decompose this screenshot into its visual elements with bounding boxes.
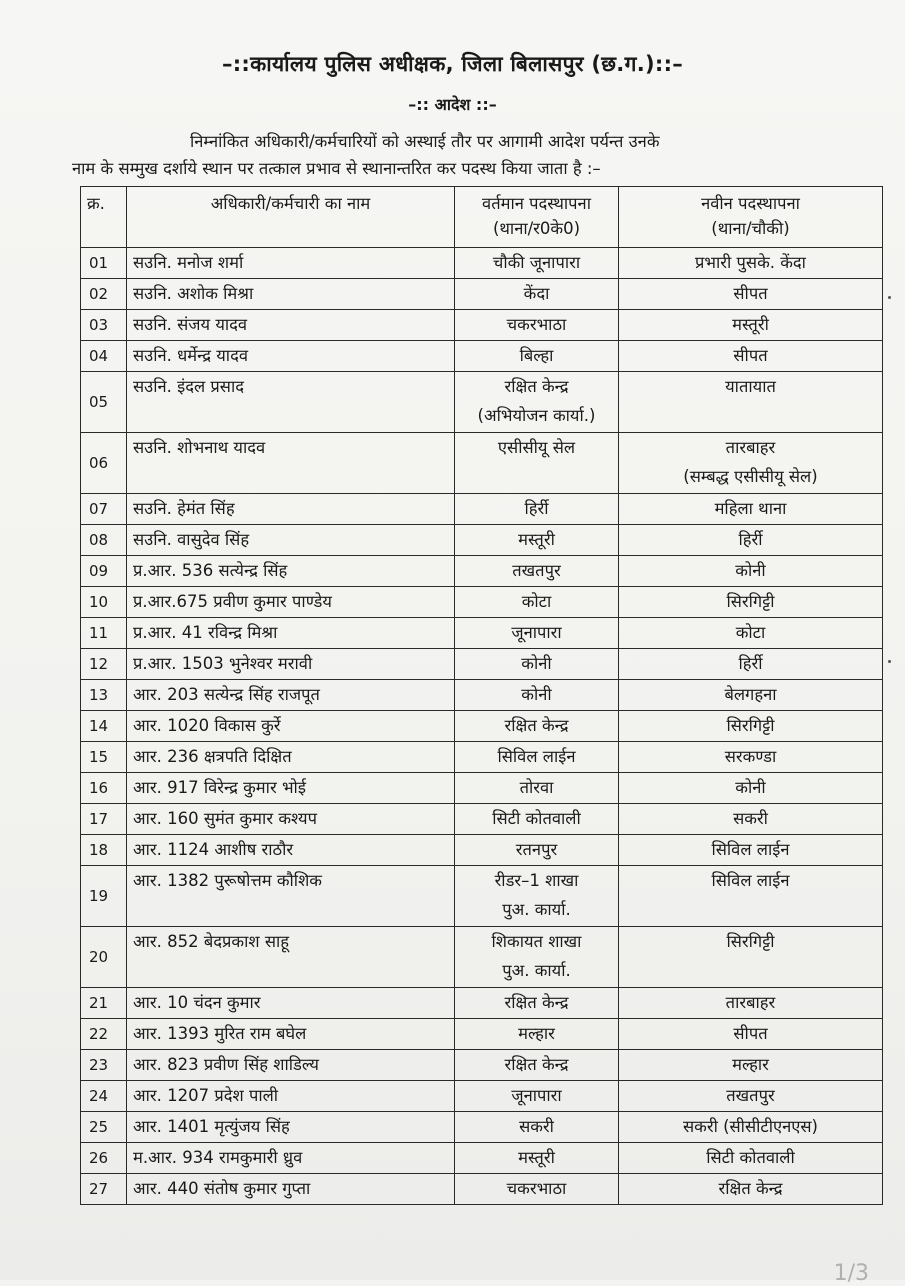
row-serial [81,310,127,341]
row-name-line-1: आर. 440 संतोष कुमार गुप्ता [133,1179,311,1198]
office-title: –::कार्यालय पुलिस अधीक्षक, जिला बिलासपुर (छ.ग.)::– [221,52,684,76]
row-name-line-1: आर. 1393 मुरित राम बघेल [133,1024,307,1043]
row-current-posting-line-1: तखतपुर [512,561,561,580]
row-serial [81,835,127,866]
row-current-posting [455,742,619,773]
row-new-posting-line-1: कोटा [735,623,766,642]
row-serial-line-1: 09 [89,561,109,580]
row-current-posting [455,525,619,556]
order-heading: –:: आदेश ::– [408,95,497,114]
row-current-posting-line-1: चकरभाठा [506,315,567,334]
row-current-posting-line-1: कोटा [521,592,552,611]
row-current-posting-line-1: शिकायत शाखा [491,932,582,951]
row-name [127,494,455,525]
row-new-posting-line-1: सरकण्डा [724,747,777,766]
table-row [81,494,883,525]
row-name-line-1: आर. 203 सत्येन्द्र सिंह राजपूत [133,685,320,704]
table-row [81,556,883,587]
row-serial-line-1: 26 [89,1148,109,1167]
row-new-posting [619,248,883,279]
row-serial-line-1: 04 [89,346,109,365]
row-serial [81,711,127,742]
row-name-line-1: आर. 852 बेदप्रकाश साहू [133,932,290,951]
row-serial [81,866,127,927]
row-new-posting [619,494,883,525]
row-current-posting-line-1: रतनपुर [515,840,558,859]
row-serial [81,341,127,372]
row-current-posting-line-1: सकरी [519,1117,554,1136]
header-new-line-2: (थाना/चौकी) [711,219,790,238]
row-new-posting-line-1: कोनी [735,561,766,580]
row-serial-line-1: 08 [89,530,109,549]
row-new-posting [619,587,883,618]
row-new-posting-line-1: सीपत [733,1024,768,1043]
row-current-posting [455,988,619,1019]
row-new-posting [619,773,883,804]
row-name [127,248,455,279]
row-new-posting-line-1: सकरी (सीसीटीएनएस) [683,1117,818,1136]
table-row [81,1112,883,1143]
row-new-posting [619,804,883,835]
table-row [81,680,883,711]
row-new-posting-line-1: हिर्री [738,530,763,549]
row-new-posting-line-1: सीपत [733,346,768,365]
row-serial-line-1: 24 [89,1086,109,1105]
row-name [127,341,455,372]
row-name [127,649,455,680]
row-new-posting-line-1: महिला थाना [714,499,787,518]
row-current-posting-line-1: एसीसीयू सेल [497,438,576,457]
row-current-posting-line-1: कोनी [521,685,552,704]
row-serial [81,773,127,804]
table-row [81,988,883,1019]
row-new-posting [619,649,883,680]
table-row [81,927,883,988]
row-serial-line-1: 14 [89,716,109,735]
row-name [127,773,455,804]
row-new-posting-line-1: तखतपुर [726,1086,775,1105]
row-new-posting-line-1: सिविल लाईन [711,840,790,859]
row-serial-line-1: 12 [89,654,109,673]
row-new-posting [619,618,883,649]
row-serial-line-1: 11 [89,623,109,642]
table-row [81,835,883,866]
row-serial [81,525,127,556]
row-new-posting [619,988,883,1019]
table-row [81,742,883,773]
row-name-line-1: प्र.आर. 1503 भुनेश्वर मरावी [133,654,313,673]
row-serial [81,742,127,773]
table-row [81,649,883,680]
row-current-posting-line-1: रक्षित केन्द्र [504,993,569,1012]
row-current-posting-line-1: जूनापारा [511,1086,562,1105]
row-current-posting [455,1174,619,1205]
row-name-line-1: आर. 1124 आशीष राठौर [133,840,294,859]
row-serial [81,1081,127,1112]
row-name-line-1: सउनि. हेमंत सिंह [133,499,235,518]
row-new-posting-line-1: सिविल लाईन [711,871,790,890]
row-serial [81,1050,127,1081]
row-current-posting-line-1: सिविल लाईन [497,747,576,766]
row-current-posting-line-1: चकरभाठा [506,1179,567,1198]
row-current-posting-line-1: जूनापारा [511,623,562,642]
row-name-line-1: आर. 236 क्षत्रपति दिक्षित [133,747,292,766]
row-serial-line-1: 03 [89,315,109,334]
row-new-posting [619,341,883,372]
row-new-posting [619,680,883,711]
row-name-line-1: आर. 1020 विकास कुर्रे [133,716,281,735]
row-serial-line-1: 07 [89,499,109,518]
row-name-line-1: सउनि. शोभनाथ यादव [133,438,266,457]
row-new-posting [619,742,883,773]
table-row [81,433,883,494]
row-current-posting-line-1: केंदा [523,284,550,303]
row-new-posting [619,1081,883,1112]
row-new-posting-line-1: यातायात [725,377,776,396]
table-row [81,341,883,372]
row-name-line-1: आर. 1207 प्रदेश पाली [133,1086,279,1105]
row-serial-line-1: 17 [89,809,109,828]
row-serial [81,618,127,649]
row-serial-line-1: 16 [89,778,109,797]
header-current-posting [455,187,619,248]
row-new-posting-line-2: (सम्बद्ध एसीसीयू सेल) [683,467,818,486]
row-name [127,556,455,587]
row-new-posting [619,1019,883,1050]
row-name [127,1050,455,1081]
row-serial [81,927,127,988]
row-name [127,1112,455,1143]
row-serial [81,680,127,711]
table-header-row [81,187,883,248]
row-new-posting-line-1: रक्षित केन्द्र [718,1179,783,1198]
row-name-line-1: सउनि. मनोज शर्मा [133,253,244,272]
table-row [81,1050,883,1081]
row-new-posting [619,1050,883,1081]
table-row [81,1019,883,1050]
row-name [127,866,455,927]
row-name-line-1: सउनि. वासुदेव सिंह [133,530,250,549]
row-serial [81,1143,127,1174]
row-new-posting-line-1: सकरी [733,809,768,828]
row-name-line-1: सउनि. संजय यादव [133,315,248,334]
row-serial [81,372,127,433]
row-current-posting-line-1: बिल्हा [519,346,554,365]
row-name [127,927,455,988]
row-new-posting [619,372,883,433]
row-serial-line-1: 20 [89,947,109,966]
row-serial-line-1: 01 [89,253,109,272]
table-row [81,1174,883,1205]
row-name-line-1: आर. 1401 मृत्युंजय सिंह [133,1117,290,1136]
row-name-line-1: आर. 1382 पुरूषोत्तम कौशिक [133,871,322,890]
row-current-posting [455,310,619,341]
row-current-posting [455,1050,619,1081]
table-row [81,587,883,618]
page-indicator: 1/3 [833,1261,869,1286]
row-name [127,310,455,341]
row-serial [81,1174,127,1205]
row-new-posting-line-1: सिरगिट्टी [726,932,775,951]
table-row [81,773,883,804]
row-serial-line-1: 13 [89,685,109,704]
table-row [81,866,883,927]
row-current-posting [455,1019,619,1050]
row-serial [81,804,127,835]
table-row [81,1143,883,1174]
row-name [127,525,455,556]
row-serial [81,649,127,680]
row-name [127,742,455,773]
row-name-line-1: सउनि. अशोक मिश्रा [133,284,254,303]
row-new-posting [619,279,883,310]
row-new-posting [619,711,883,742]
row-current-posting [455,649,619,680]
row-current-posting-line-1: सिटी कोतवाली [492,809,581,828]
row-new-posting-line-1: हिर्री [738,654,763,673]
row-serial-line-1: 21 [89,993,109,1012]
row-current-posting-line-1: रीडर–1 शाखा [494,871,579,890]
row-current-posting-line-1: मस्तूरी [518,1148,555,1167]
row-current-posting [455,1112,619,1143]
row-current-posting [455,711,619,742]
header-new-line-1: नवीन पदस्थापना [701,194,800,213]
row-serial [81,1019,127,1050]
row-new-posting [619,310,883,341]
row-serial [81,433,127,494]
row-serial [81,587,127,618]
row-current-posting-line-2: पुअ. कार्या. [502,900,571,919]
row-new-posting-line-1: मस्तूरी [732,315,769,334]
row-current-posting-line-1: हिर्री [524,499,549,518]
row-current-posting [455,804,619,835]
row-name-line-1: सउनि. धर्मेन्द्र यादव [133,346,249,365]
row-serial-line-1: 10 [89,592,109,611]
row-name [127,1174,455,1205]
table-row [81,248,883,279]
row-current-posting [455,248,619,279]
row-new-posting-line-1: कोनी [735,778,766,797]
table-row [81,804,883,835]
row-serial [81,988,127,1019]
row-new-posting-line-1: प्रभारी पुसके. केंदा [695,253,806,272]
row-name-line-1: प्र.आर. 41 रविन्द्र मिश्रा [133,623,278,642]
row-serial-line-1: 23 [89,1055,109,1074]
row-new-posting [619,556,883,587]
row-current-posting [455,372,619,433]
table-row [81,711,883,742]
row-new-posting-line-1: तारबाहर [725,993,776,1012]
table-row [81,1081,883,1112]
row-name [127,680,455,711]
row-name [127,711,455,742]
row-serial-line-1: 19 [89,886,109,905]
row-serial-line-1: 25 [89,1117,109,1136]
row-new-posting [619,835,883,866]
row-current-posting [455,618,619,649]
table-row [81,525,883,556]
intro-paragraph [72,128,862,182]
row-name-line-1: आर. 917 विरेन्द्र कुमार भोई [133,778,306,797]
row-new-posting-line-1: तारबाहर [725,438,776,457]
table-row [81,279,883,310]
row-new-posting [619,927,883,988]
row-new-posting-line-1: सिटी कोतवाली [706,1148,795,1167]
scan-speck [888,296,891,299]
row-new-posting-line-1: सीपत [733,284,768,303]
row-new-posting-line-1: बेलगहना [724,685,777,704]
table-row [81,372,883,433]
header-current-line-2: (थाना/र0के0) [492,219,581,238]
row-serial-line-1: 18 [89,840,109,859]
row-serial [81,248,127,279]
row-current-posting-line-1: कोनी [521,654,552,673]
row-current-posting [455,866,619,927]
row-name-line-1: प्र.आर.675 प्रवीण कुमार पाण्डेय [133,592,332,611]
row-name [127,618,455,649]
row-name-line-1: म.आर. 934 रामकुमारी ध्रुव [133,1148,303,1167]
row-current-posting [455,494,619,525]
row-current-posting [455,680,619,711]
row-name [127,835,455,866]
row-current-posting-line-1: मस्तूरी [518,530,555,549]
header-new-posting [619,187,883,248]
row-current-posting-line-1: मल्हार [518,1024,555,1043]
row-current-posting-line-1: रक्षित केन्द्र [504,1055,569,1074]
row-name-line-1: आर. 10 चंदन कुमार [133,993,261,1012]
row-current-posting [455,587,619,618]
scan-speck [888,660,891,663]
row-name [127,279,455,310]
row-current-posting-line-1: चौकी जूनापारा [492,253,581,272]
table-row [81,618,883,649]
header-serial: क्र. [81,187,127,248]
row-name [127,433,455,494]
row-serial [81,556,127,587]
row-name [127,988,455,1019]
header-current-line-1: वर्तमान पदस्थापना [482,194,591,213]
row-new-posting [619,1174,883,1205]
row-serial-line-1: 02 [89,284,109,303]
row-name [127,587,455,618]
header-name: अधिकारी/कर्मचारी का नाम [127,187,455,248]
row-current-posting-line-1: तोरवा [519,778,554,797]
row-name [127,1081,455,1112]
row-name-line-1: प्र.आर. 536 सत्येन्द्र सिंह [133,561,288,580]
row-name-line-1: आर. 160 सुमंत कुमार कश्यप [133,809,317,828]
row-new-posting [619,866,883,927]
row-name [127,1143,455,1174]
row-current-posting [455,279,619,310]
intro-line-2: नाम के सम्मुख दर्शाये स्थान पर तत्काल प्रभाव से स्थानान्तरित कर पदस्थ किया जाता है :– [72,159,601,178]
transfer-table [80,186,883,1205]
row-new-posting-line-1: सिरगिट्टी [726,716,775,735]
row-current-posting [455,927,619,988]
table-row [81,310,883,341]
intro-line-1: निम्नांकित अधिकारी/कर्मचारियों को अस्थाई तौर पर आगामी आदेश पर्यन्त उनके [190,132,660,151]
row-current-posting [455,835,619,866]
row-current-posting [455,433,619,494]
row-serial-line-1: 27 [89,1179,109,1198]
row-serial [81,1112,127,1143]
row-new-posting [619,525,883,556]
row-serial-line-1: 22 [89,1024,109,1043]
row-new-posting [619,433,883,494]
table-body [81,248,883,1205]
row-serial-line-1: 15 [89,747,109,766]
row-current-posting-line-2: पुअ. कार्या. [502,961,571,980]
row-serial-line-1: 06 [89,453,109,472]
row-name-line-1: सउनि. इंदल प्रसाद [133,377,244,396]
row-current-posting [455,1143,619,1174]
row-new-posting-line-1: सिरगिट्टी [726,592,775,611]
row-current-posting-line-1: रक्षित केन्द्र [504,716,569,735]
row-serial-line-1: 05 [89,392,109,411]
row-new-posting [619,1112,883,1143]
row-current-posting-line-2: (अभियोजन कार्या.) [477,406,596,425]
row-current-posting [455,341,619,372]
row-current-posting [455,1081,619,1112]
row-serial [81,494,127,525]
row-current-posting-line-1: रक्षित केन्द्र [504,377,569,396]
row-current-posting [455,773,619,804]
row-name [127,1019,455,1050]
row-name [127,372,455,433]
row-serial [81,279,127,310]
row-new-posting-line-1: मल्हार [732,1055,769,1074]
row-new-posting [619,1143,883,1174]
row-name-line-1: आर. 823 प्रवीण सिंह शाडिल्य [133,1055,319,1074]
row-name [127,804,455,835]
row-current-posting [455,556,619,587]
